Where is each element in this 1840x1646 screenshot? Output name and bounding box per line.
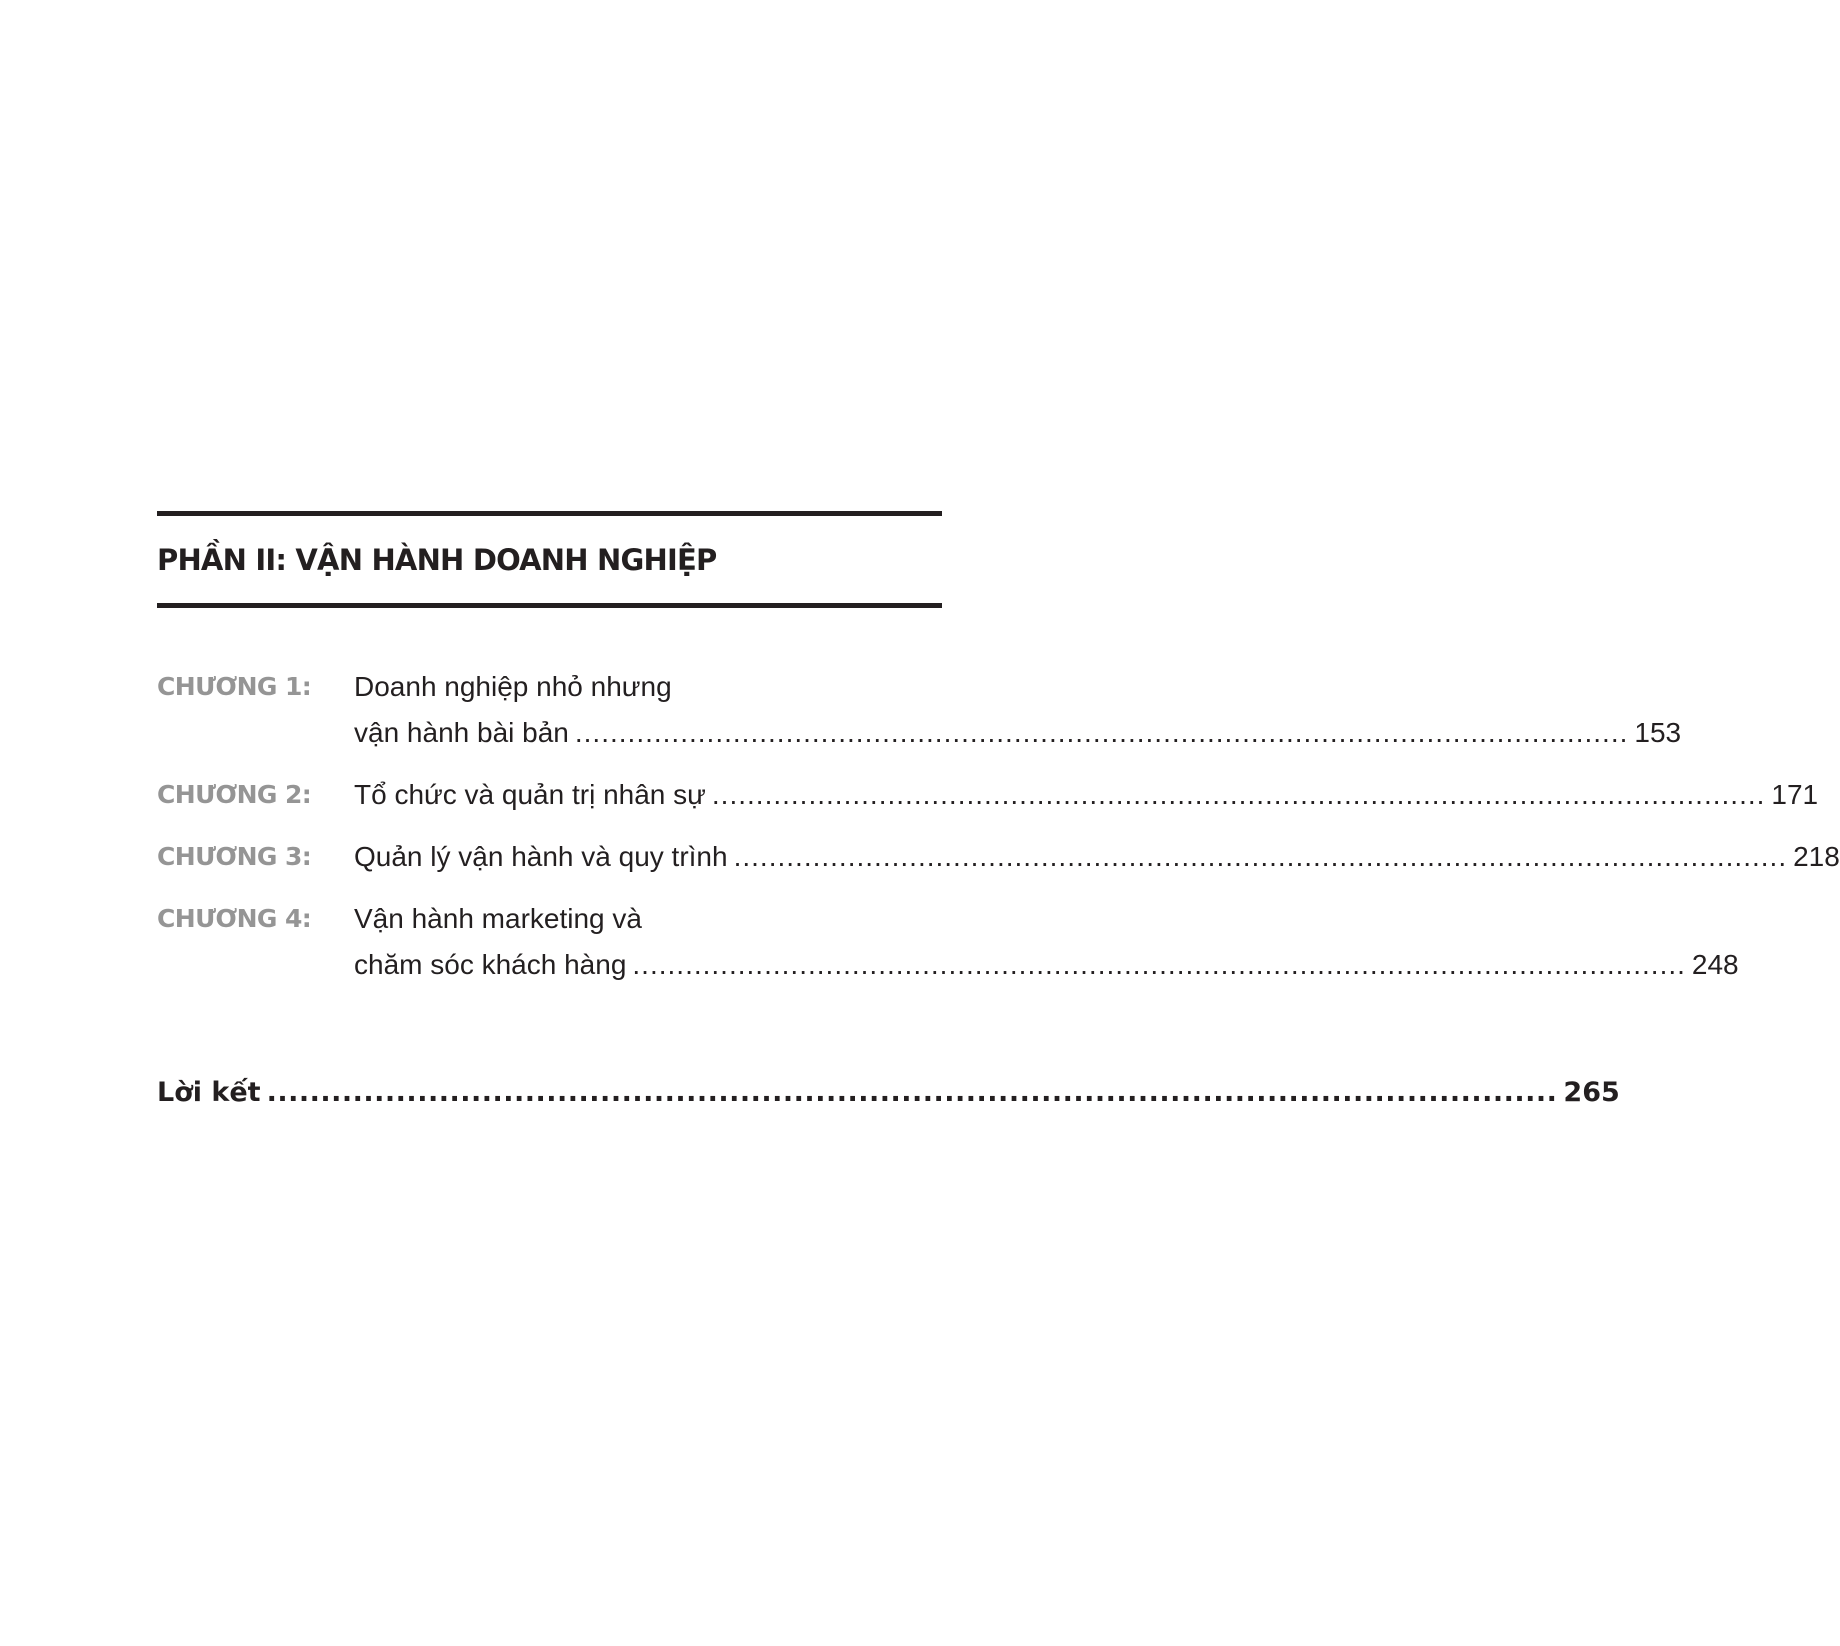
dot-leader: ........................................................................................................................ — [632, 949, 1686, 980]
dot-leader: ........................................................................................................................ — [711, 779, 1766, 810]
dot-leader: ........................................................................................................................ — [733, 841, 1788, 872]
chapter-list — [157, 664, 1840, 988]
table-of-contents — [157, 511, 1840, 1116]
dot-leader: ........................................................................................................................ — [574, 717, 1629, 748]
chapter-title-line: Doanh nghiệp nhỏ nhưng — [354, 671, 672, 702]
chapter-title-leader-line — [354, 710, 1681, 756]
chapter-title-line: Vận hành marketing và — [354, 903, 642, 934]
chapter-title — [354, 834, 1840, 880]
chapter-title-line: Quản lý vận hành và quy trình — [354, 841, 728, 872]
chapter-title — [354, 896, 1739, 988]
part-title: PHẦN II: VẬN HÀNH DOANH NGHIỆP — [157, 543, 717, 577]
chapter-label: CHƯƠNG 2: — [157, 780, 312, 809]
chapter-label: CHƯƠNG 4: — [157, 904, 312, 933]
toc-entry-chapter-2[interactable] — [157, 772, 1819, 818]
chapter-title-leader-line — [354, 942, 1739, 988]
epilogue-label: Lời kết — [157, 1077, 261, 1108]
toc-entry-chapter-3[interactable] — [157, 834, 1840, 880]
chapter-title — [354, 772, 1818, 818]
chapter-title — [354, 664, 1681, 756]
toc-entry-chapter-1[interactable] — [157, 664, 1682, 756]
bottom-rule — [157, 603, 942, 608]
dot-leader: ........................................................................................................................ — [266, 1077, 1558, 1108]
chapter-label: CHƯƠNG 1: — [157, 672, 312, 701]
chapter-title-line: vận hành bài bản — [354, 717, 569, 748]
page-number: 153 — [1634, 717, 1682, 748]
chapter-title-line: Tổ chức và quản trị nhân sự — [354, 779, 706, 810]
toc-entry-chapter-4[interactable] — [157, 896, 1739, 988]
top-rule — [157, 511, 942, 516]
chapter-label: CHƯƠNG 3: — [157, 842, 312, 871]
page-number: 218 — [1793, 841, 1840, 872]
toc-entry-epilogue[interactable] — [157, 1070, 1620, 1116]
page-number: 265 — [1563, 1077, 1620, 1108]
page-number: 171 — [1771, 779, 1819, 810]
chapter-title-leader-line — [354, 834, 1840, 880]
chapter-title-leader-line — [354, 772, 1818, 818]
chapter-title-line: chăm sóc khách hàng — [354, 949, 627, 980]
page-number: 248 — [1691, 949, 1739, 980]
